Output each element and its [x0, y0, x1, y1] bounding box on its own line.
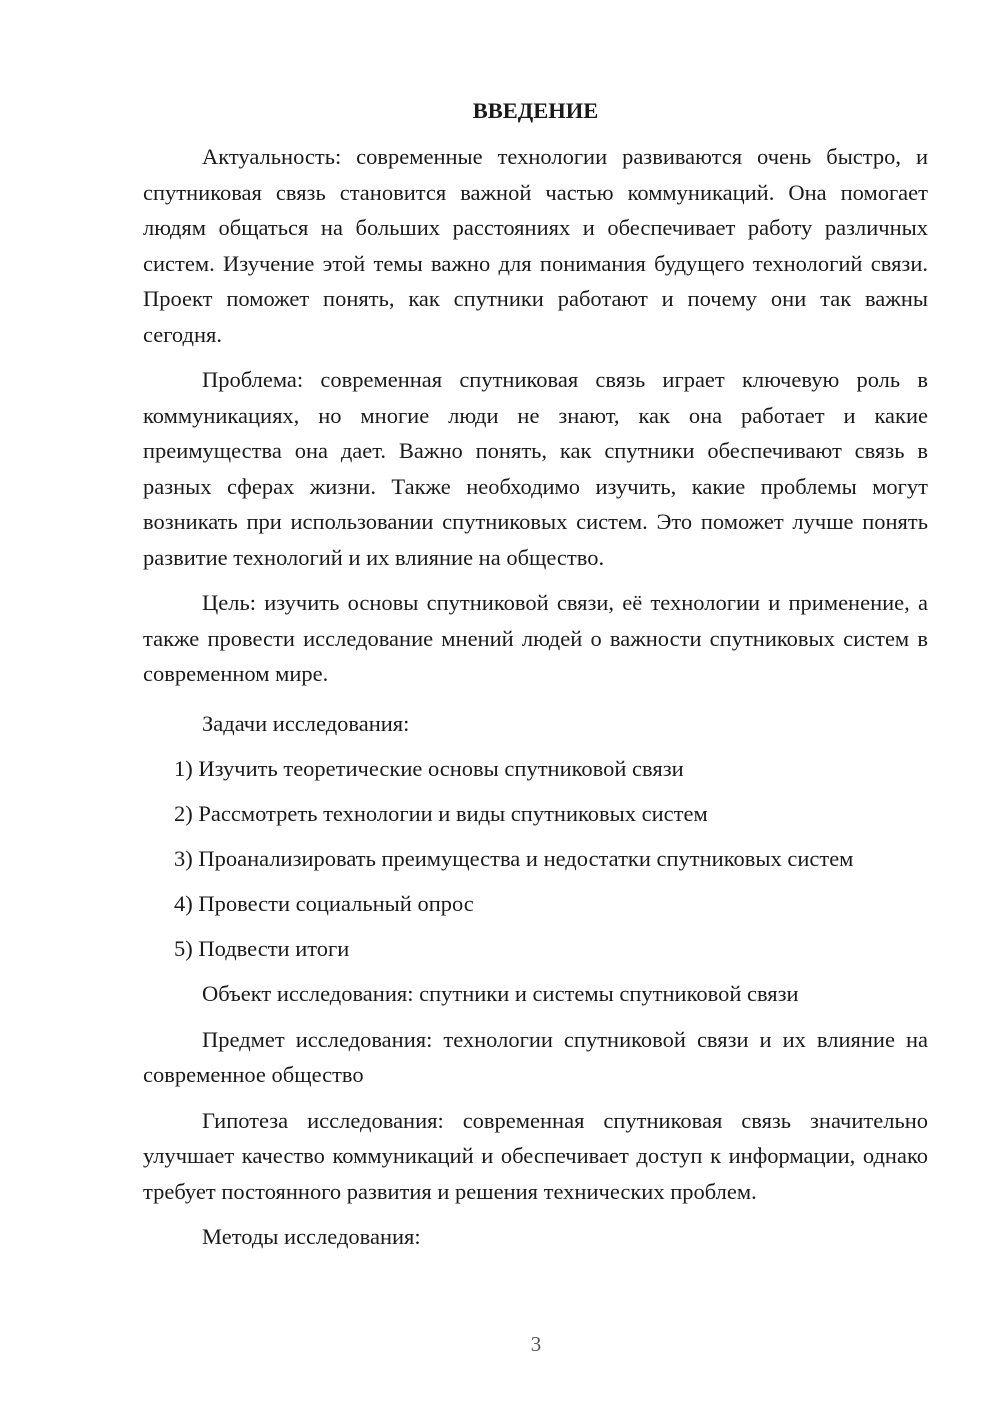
task-item-1: 1) Изучить теоретические основы спутниковой связи: [174, 756, 684, 781]
paragraph-subject: Предмет исследования: технологии спутниковой связи и их влияние на современное общество: [143, 1026, 928, 1087]
methods-heading: Методы исследования:: [202, 1224, 421, 1249]
paragraph-goal: Цель: изучить основы спутниковой связи, её технологии и применение, а также провести исследование мнений людей о важности спутниковых систем в современном мире.: [143, 590, 928, 686]
task-item-2: 2) Рассмотреть технологии и виды спутниковых систем: [174, 801, 708, 826]
section-title: ВВЕДЕНИЕ: [472, 98, 599, 123]
document-body: [143, 95, 928, 1265]
tasks-list: [143, 751, 928, 967]
paragraph-object: Объект исследования: спутники и системы спутниковой связи: [202, 981, 799, 1006]
tasks-heading: Задачи исследования:: [202, 710, 410, 736]
paragraph-problem: Проблема: современная спутниковая связь играет ключевую роль в коммуникациях, но многие люди не знают, как она работает и какие преимущества она дает. Важно понять, как спутники обеспечивают связь в разных сферах жизни. Также необходимо изучить, какие проблемы могут возникать при использовании спутниковых систем. Это поможет лучше понять развитие технологий и их влияние на общество.: [143, 367, 928, 570]
paragraph-hypothesis: Гипотеза исследования: современная спутниковая связь значительно улучшает качество коммуникаций и обеспечивает доступ к информации, однако требует постоянного развития и решения технических проблем.: [143, 1107, 928, 1204]
task-item-5: 5) Подвести итоги: [174, 936, 350, 961]
task-item-3: 3) Проанализировать преимущества и недостатки спутниковых систем: [174, 846, 854, 871]
task-item-4: 4) Провести социальный опрос: [174, 891, 474, 916]
page-number: 3: [530, 1332, 542, 1356]
paragraph-relevance: Актуальность: современные технологии развиваются очень быстро, и спутниковая связь становится важной частью коммуникаций. Она помогает людям общаться на больших расстояниях и обеспечивает работу различных систем. Изучение этой темы важно для понимания будущего технологий связи. Проект поможет понять, как спутники работают и почему они так важны сегодня.: [143, 144, 928, 347]
